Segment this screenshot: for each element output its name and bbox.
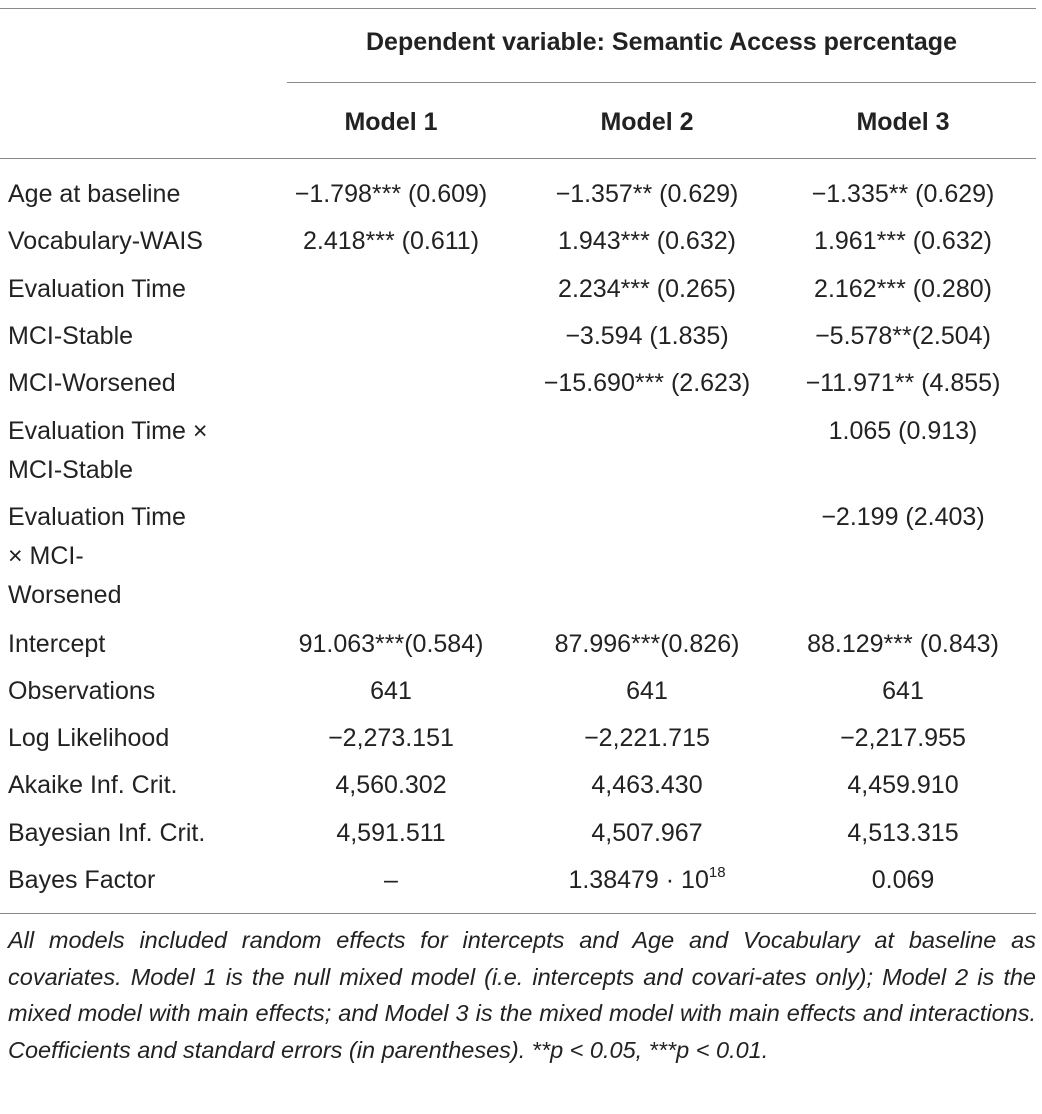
model-3-value: −2,217.955 bbox=[840, 724, 966, 752]
model-1-value: 2.418*** (0.611) bbox=[302, 227, 480, 255]
model-2-value: −3.594 (1.835) bbox=[565, 322, 729, 350]
model-2-value: 1.943*** (0.632) bbox=[558, 227, 736, 255]
row-label: MCI-Stable bbox=[8, 322, 134, 350]
model-1-header: Model 1 bbox=[344, 108, 438, 136]
row-label: Bayesian Inf. Crit. bbox=[8, 819, 206, 847]
row-label: Akaike Inf. Crit. bbox=[8, 771, 178, 799]
model-3-value: 2.162*** (0.280) bbox=[814, 275, 992, 303]
model-2-header: Model 2 bbox=[600, 108, 694, 136]
model-1-value: 4,591.511 bbox=[336, 819, 446, 847]
row-label: Log Likelihood bbox=[8, 724, 170, 752]
model-3-value: −11.971** (4.855) bbox=[805, 369, 1001, 397]
bayes-factor-exponent: 18 bbox=[708, 863, 726, 881]
model-1-value: −2,273.151 bbox=[328, 724, 454, 752]
model-2-value: −15.690*** (2.623) bbox=[543, 369, 751, 397]
row-label: Observations bbox=[8, 677, 156, 705]
model-1-value: 641 bbox=[370, 677, 412, 705]
model-3-value: 4,459.910 bbox=[847, 771, 959, 799]
row-label: Age at baseline bbox=[8, 180, 181, 208]
dependent-variable-header: Dependent variable: Semantic Access percentage bbox=[366, 28, 957, 56]
model-3-value: −5.578**(2.504) bbox=[815, 322, 991, 350]
table-footnote: All models included random effects for intercepts and Age and Vocabulary at baseline as covariates. Model 1 is the null mixed model (i.e. intercepts and covari-ates only); Model 2 is the mixed model with main effects; and Model 3 is the mixed model with main effects and interactions. Coefficients and standard errors (in parentheses). **p < 0.05, ***p < 0.01. bbox=[8, 927, 1036, 1063]
model-2-value: 4,463.430 bbox=[591, 771, 703, 799]
model-3-value: 1.065 (0.913) bbox=[828, 417, 978, 445]
model-3-value: 641 bbox=[882, 677, 924, 705]
model-3-value: −2.199 (2.403) bbox=[821, 503, 985, 531]
row-label: Evaluation Time × MCI-Stable bbox=[8, 417, 208, 484]
model-2-value: 2.234*** (0.265) bbox=[558, 275, 736, 303]
model-1-value: −1.798*** (0.609) bbox=[294, 180, 488, 208]
model-3-value: 1.961*** (0.632) bbox=[814, 227, 992, 255]
row-label: Intercept bbox=[8, 630, 106, 658]
row-label: Evaluation Time bbox=[8, 275, 186, 303]
model-3-value: 4,513.315 bbox=[847, 819, 959, 847]
row-label: Vocabulary-WAIS bbox=[8, 227, 203, 255]
table-top-rule bbox=[0, 8, 1036, 9]
model-2-value: 4,507.967 bbox=[591, 819, 703, 847]
model-3-value: 0.069 bbox=[871, 866, 935, 894]
model-2-value: 87.996***(0.826) bbox=[554, 630, 740, 658]
row-label: MCI-Worsened bbox=[8, 369, 176, 397]
header-bottom-rule bbox=[0, 158, 1036, 159]
model-2-value: −1.357** (0.629) bbox=[555, 180, 739, 208]
model-3-value: 88.129*** (0.843) bbox=[807, 630, 999, 658]
model-2-value bbox=[527, 861, 767, 900]
model-2-value: −2,221.715 bbox=[584, 724, 710, 752]
model-3-header: Model 3 bbox=[856, 108, 950, 136]
model-2-value: 641 bbox=[626, 677, 668, 705]
row-label: Evaluation Time × MCI-Worsened bbox=[8, 503, 186, 609]
row-label: Bayes Factor bbox=[8, 866, 156, 894]
dependent-variable-underline bbox=[287, 82, 1036, 83]
table-bottom-rule bbox=[0, 913, 1036, 914]
model-1-value: 91.063***(0.584) bbox=[298, 630, 484, 658]
model-3-value: −1.335** (0.629) bbox=[811, 180, 995, 208]
model-1-value: – bbox=[384, 866, 398, 894]
bayes-factor-base: 1.38479 · 10 bbox=[568, 866, 709, 894]
model-1-value: 4,560.302 bbox=[335, 771, 447, 799]
